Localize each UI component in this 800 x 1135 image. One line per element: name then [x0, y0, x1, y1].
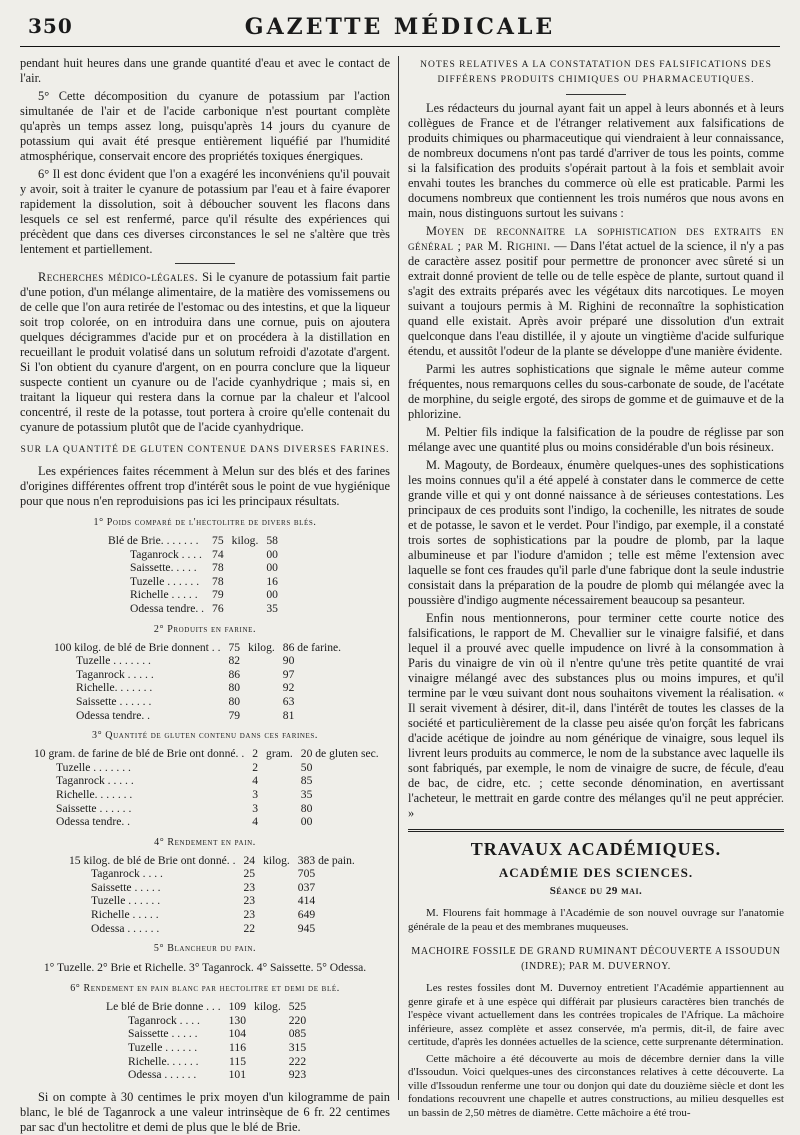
paragraph: Parmi les autres sophistications que signale le même auteur comme fréquentes, nous remarquons celles du sous-carbonate de soude, de l'acétate de morphine, du seigle ergoté, des sirops de gomme et de guimauve et de la phlorizine. — [408, 362, 784, 421]
table-title: 1° Poids comparé de l'hectolitre de divers blés. — [93, 517, 317, 528]
table-cell: 75 — [212, 534, 224, 547]
table-cell: 315 — [288, 1041, 307, 1055]
table-cell: kilog. — [248, 640, 275, 654]
left-column — [20, 56, 390, 1134]
table-cell: 78 — [212, 574, 224, 588]
table-cell: kilog. — [231, 534, 259, 547]
table-row — [30, 747, 383, 761]
table-cell — [250, 1041, 285, 1055]
table-cell — [259, 908, 294, 922]
seance-heading: Séance du 29 mai. — [549, 885, 643, 897]
table-row — [104, 534, 282, 548]
table-cell — [228, 602, 263, 616]
table-cell: 80 — [228, 694, 241, 708]
table-cell: Tuzelle . . . . . . — [130, 574, 200, 588]
paragraph: Les expériences faites récemment à Melun sur des blés et des farines d'origines différentes offrent trop d'intérêt sous le point de vue hygiénique pour que nous n'en reproduisions pas ici les principaux résultats. — [20, 464, 390, 508]
paragraph: pendant huit heures dans une grande quantité d'eau et avec le contact de l'air. — [20, 56, 390, 85]
table-cell: 35 — [300, 787, 313, 801]
table-row — [104, 575, 282, 589]
separator — [566, 94, 626, 95]
table-title: 3° Quantité de gluten contenu dans ces farines. — [91, 730, 319, 742]
table-cell — [244, 695, 279, 709]
table-row — [50, 709, 345, 723]
header-rule — [20, 46, 780, 47]
paragraph-text: — Dans l'état actuel de la science, il n'y a pas de caractère assez positif pour permettre de prononcer avec sûreté si un extrait donné provient de telle ou de telle espèce de plante, surtout quand il s'agit des extraits préparés avec les végétaux dits narcotiques. Le moyen suivant a toujours permis à M. Righini de reconnaître la sophistication quand elle existait. Après avoir préparé une dissolution d'un extrait quelconque dans l'eau distillée, il y ajoute un vingtième d'acide sulfurique étendu, et aussitôt l'odeur de la plante se développe d'une manière évidente. — [408, 239, 784, 358]
paragraph: Les rédacteurs du journal ayant fait un appel à leurs abonnés et à leurs collègues de France et de l'étranger relativement aux falsifications de produits chimiques ou pharmaceutique qui viendraient à leur connaissance, de nombreux documens n'ont pas tardé d'arriver de tous les points, comme si la falsification des produits s'opérait partout à la fois et semblait avoir envahi toutes les branches du commerce où elle est praticable. Parmi les documens nombreux que contiennent les trois numéros que nous avons en main, nous distinguons surtout les suivans : — [408, 101, 784, 220]
table-cell: 78 — [212, 561, 224, 575]
table-cell: Odessa . . . . . . — [91, 921, 160, 935]
table-row — [50, 668, 345, 682]
table-row — [102, 1041, 310, 1055]
table-cell: 79 — [228, 708, 241, 722]
table-cell — [259, 922, 294, 936]
table-cell: Saissette . . . . . — [128, 1027, 198, 1041]
data-table — [65, 854, 359, 936]
paragraph: M. Peltier fils indique la falsification de la poudre de réglisse par son mélange avec une quantité plus ou moins considérable d'un bois résineux. — [408, 425, 784, 454]
table-cell: 86 — [228, 667, 241, 681]
table-row — [50, 654, 345, 668]
table-cell: 16 — [266, 574, 278, 588]
table-cell: 222 — [288, 1054, 307, 1068]
table-cell: Tuzelle . . . . . . . — [76, 654, 151, 668]
table-row — [104, 548, 282, 562]
table-cell: 945 — [297, 921, 316, 935]
table-row — [30, 802, 383, 816]
paragraph: 5° Cette décomposition du cyanure de potassium par l'action simultanée de l'air et de l'acide carbonique n'est pourtant complète qu'après un temps assez long, puisqu'après 14 jours du cyanure de potassium qui avait été presque entièrement liquéfié par l'humidité atmosphérique, conservait encore des propriétés toxiques énergiques. — [20, 89, 390, 163]
right-column — [408, 56, 784, 1119]
table-cell: kilog. — [263, 853, 290, 867]
table-cell: 923 — [288, 1068, 307, 1082]
table-row — [30, 788, 383, 802]
table-row — [65, 894, 359, 908]
section-heading: MACHOIRE FOSSILE DE GRAND RUMINANT DÉCOUVERTE A ISSOUDUN (INDRE); PAR M. DUVERNOY. — [411, 946, 781, 972]
paragraph: Si on compte à 30 centimes le prix moyen d'un kilogramme de pain blanc, le blé de Taganrock a une valeur intrinsèque de 6 fr. 22 centimes par sac d'un hectolitre et demi de plus que le blé de Brie. — [20, 1089, 390, 1134]
table-cell: Saissette . . . . . . — [76, 694, 152, 708]
table-row — [30, 761, 383, 775]
table-cell — [250, 1068, 285, 1082]
table-row — [65, 867, 359, 881]
table-title: 4° Rendement en pain. — [154, 836, 256, 848]
table-cell: 4 — [252, 774, 259, 788]
table-cell: Richelle . . . . . — [130, 588, 198, 602]
table-cell: 15 kilog. de blé de Brie ont donné. . — [69, 853, 236, 867]
table-cell: 76 — [212, 601, 224, 615]
table-cell: 414 — [297, 894, 316, 908]
table-cell: 97 — [282, 667, 295, 681]
table-cell: Taganrock . . . . — [128, 1013, 200, 1027]
table-cell: 75 — [228, 640, 241, 654]
table-cell: 86 de farine. — [282, 640, 342, 654]
table-cell: 79 — [212, 588, 224, 602]
table-cell: 58 — [266, 534, 278, 547]
table-cell: 116 — [229, 1041, 247, 1055]
table-cell: Taganrock . . . . . — [76, 667, 154, 681]
page-header — [0, 0, 800, 48]
table-row — [65, 908, 359, 922]
table-cell: Richelle. . . . . . — [128, 1054, 199, 1068]
ranking-text: 1° Tuzelle. 2° Brie et Richelle. 3° Taganrock. 4° Saissette. 5° Odessa. — [43, 961, 367, 975]
table-row — [50, 641, 345, 655]
paragraph: M. Magouty, de Bordeaux, énumère quelques-unes des sophistications les moins connues qu'il a été appelé à constater dans le commerce de cette grande ville et qui y ont donné naissance à de sérieuses contestations. Les principaux de ces produits sont l'indigo, la cochenille, les nitrates de soude et de potasse, le savon et le verdet. Pour l'indigo, par exemple, il a constaté trois sortes de sophistications par la poudre de plomb, par la laque albumineuse et par l'iodure d'amidon ; telle est même l'extension avec laquelle se font ces fraudes qu'il parle d'une fabrique dont la seule industrie consistait dans la préparation de la poudre de plomb qui mélangée avec la poussière d'indigo augmente nécessairement beaucoup sa pesanteur. — [408, 458, 784, 607]
paragraph: 6° Il est donc évident que l'on a exagéré les inconvéniens qu'il pouvait y avoir, soit à traiter le cyanure de potassium par l'eau et à faire évaporer rapidement la dissolution, soit à déboucher souvent les flacons dans lesquels ce sel est renfermé, parce qu'il résulte des expériences qui précèdent que dans ces diverses circonstances le sel ne s'altère que très lentement et partiellement. — [20, 167, 390, 256]
table-cell: Odessa . . . . . . — [128, 1068, 197, 1082]
table-cell: 00 — [266, 561, 278, 575]
table-cell — [228, 588, 263, 602]
table-cell: Taganrock . . . . . — [56, 774, 134, 788]
table-cell: 383 de pain. — [297, 853, 355, 867]
table-row — [65, 854, 359, 868]
data-table — [50, 641, 345, 723]
table-row — [102, 1014, 310, 1028]
table-cell: 3 — [252, 787, 259, 801]
table-cell: Taganrock . . . . — [130, 547, 202, 561]
table-cell: 037 — [297, 880, 316, 894]
table-cell — [262, 788, 297, 802]
paragraph: Enfin nous mentionnerons, pour terminer cette courte notice des falsifications, le rapport de M. Chevallier sur le vinaigre falsifié, et dans lequel il a prouvé avec quelle impudence on livré à la consommation à Paris du vinaigre de vin où il n'entre qu'une très petite quantité de vrai vinaigre mélangé avec des substances plus ou moins impures, et qu'il termine par le vœu suivant dont nous souhaitons vivement la réalisation. « Il serait vivement à désirer, dit-il, dans l'intérêt de toutes les classes de la société et particulièrement de la classe peu aisée qu'on forçât les fabricans d'acide acétique de joindre au nom générique de vinaigre, sous lequel ils livrent leurs produits au commerce, le nom de la substance avec laquelle ils sont fabriqués, par exemple, le nom de vinaigre de sucre, de fécule, d'eau de bac, de cidre, etc. ; cette seconde dénomination, en avertissant l'acheteur, le mettrait en garde contre des mélanges qu'il ne peut apprécier. » — [408, 611, 784, 820]
table-cell — [250, 1014, 285, 1028]
table-cell: 23 — [243, 908, 256, 922]
table-cell: 85 — [300, 774, 313, 788]
table-cell: Tuzelle . . . . . . — [91, 894, 161, 908]
section-heading: SUR LA QUANTITÉ DE GLUTEN CONTENUE DANS DIVERSES FARINES. — [20, 445, 390, 455]
table-cell: Richelle. . . . . . . — [56, 787, 133, 801]
table-cell: 24 — [243, 853, 256, 867]
journal-title: GAZETTE MÉDICALE — [244, 14, 556, 40]
table-cell — [259, 867, 294, 881]
table-cell — [244, 668, 279, 682]
paragraph: Les restes fossiles dont M. Duvernoy entretient l'Académie appartiennent au genre girafe et à une espèce qui différait par plusieurs caractères bien tranchés de l'espèce vivant actuellement dans les contrées tropicales de l'Afrique. La mâchoire inférieure, assez complète et assez conservée, m'a permis, dit-il, de faire avec certitude, d'après les données actuelles de la science, cette surprenante détermination. — [408, 982, 784, 1048]
table-title: 2° Produits en farine. — [153, 623, 257, 635]
table-cell — [228, 575, 263, 589]
column-divider — [398, 56, 399, 1100]
table-cell: 115 — [229, 1054, 247, 1068]
table-cell: gram. — [266, 747, 293, 761]
table-cell: 101 — [228, 1068, 247, 1082]
table-cell: Blé de Brie. . . . . . . — [108, 534, 199, 547]
table-cell: Tuzelle . . . . . . . — [56, 760, 131, 774]
table-cell — [250, 1027, 285, 1041]
table-cell — [262, 774, 297, 788]
table-cell: Odessa tendre. . — [56, 815, 131, 829]
section-lead: Recherches médico-légales. — [38, 270, 199, 284]
data-table — [104, 534, 282, 616]
table-cell: 23 — [243, 880, 256, 894]
section-heading: NOTES RELATIVES A LA CONSTATATION DES FALSIFICATIONS DES DIFFÉRENS PRODUITS CHIMIQUES OU PHARMACEUTIQUES. — [420, 60, 772, 85]
table-row — [104, 588, 282, 602]
paragraph — [408, 224, 784, 359]
table-row — [102, 1027, 310, 1041]
academie-heading: ACADÉMIE DES SCIENCES. — [498, 865, 694, 880]
table-row — [50, 695, 345, 709]
table-cell — [262, 761, 297, 775]
table-cell: 50 — [300, 760, 313, 774]
table-cell — [262, 802, 297, 816]
table-cell: 80 — [300, 801, 313, 815]
table-row — [102, 1055, 310, 1069]
table-cell: 80 — [228, 681, 241, 695]
table-cell: 20 de gluten sec. — [300, 747, 379, 761]
table-cell — [228, 561, 263, 575]
travaux-heading: TRAVAUX ACADÉMIQUES. — [470, 839, 722, 859]
paragraph: M. Flourens fait hommage à l'Académie de son nouvel ouvrage sur l'anatomie générale de la peau et des membranes muqueuses. — [408, 907, 784, 933]
table-cell — [259, 881, 294, 895]
page-number: 350 — [28, 14, 73, 38]
table-cell: 3 — [252, 801, 259, 815]
table-cell: 2 — [252, 760, 259, 774]
table-cell: 00 — [300, 815, 313, 829]
table-title: 5° Blancheur du pain. — [153, 943, 257, 955]
table-cell: Odessa tendre. . — [76, 708, 151, 722]
table-cell: 109 — [228, 1000, 247, 1014]
table-cell: Le blé de Brie donne . . . — [106, 1000, 221, 1014]
table-cell — [259, 894, 294, 908]
table-cell: 130 — [228, 1013, 247, 1027]
paragraph — [20, 270, 390, 435]
table-cell — [262, 815, 297, 829]
table-row — [102, 1000, 310, 1014]
table-cell — [244, 681, 279, 695]
table-row — [104, 561, 282, 575]
table-cell: 81 — [282, 708, 295, 722]
data-table — [30, 747, 383, 829]
table-cell: 92 — [282, 681, 295, 695]
data-table — [102, 1000, 310, 1082]
table-row — [104, 602, 282, 616]
table-cell: 705 — [297, 867, 316, 881]
table-cell: 649 — [297, 908, 316, 922]
table-row — [50, 681, 345, 695]
table-row — [102, 1068, 310, 1082]
table-cell: 74 — [212, 547, 224, 561]
table-cell — [244, 709, 279, 723]
table-cell: 82 — [228, 654, 241, 668]
paragraph: Cette mâchoire a été découverte au mois de décembre dernier dans la ville d'Issoudun. Voici quelques-unes des circonstances relatives à cette découverte. La ville d'Issoudun renferme une tour ou donjon qui date du douzième siècle et dont les fondations recouvrent une chapelle et autres constructions, au milieu desquelles est un bassin de 2,50 mètres de diamètre. Cette mâchoire a été trou- — [408, 1052, 784, 1119]
table-cell: Saissette . . . . . . — [56, 801, 132, 815]
table-cell: 220 — [288, 1013, 307, 1027]
table-cell: 22 — [243, 921, 256, 935]
separator — [175, 263, 235, 264]
table-cell: Odessa tendre. . — [130, 601, 205, 615]
table-cell: 100 kilog. de blé de Brie donnent . . — [54, 640, 221, 654]
table-cell: 63 — [282, 694, 295, 708]
table-cell: Taganrock . . . . — [91, 867, 163, 881]
table-cell — [244, 654, 279, 668]
section-lead: Moyen de reconnaitre la sophistication des extraits en général ; par M. Righini. — [408, 224, 784, 253]
table-cell: 2 — [252, 747, 259, 761]
table-cell: Richelle. . . . . . . — [76, 681, 153, 695]
table-cell: Saissette. . . . . — [130, 561, 197, 575]
table-cell: 10 gram. de farine de blé de Brie ont donné. . — [34, 747, 245, 761]
table-cell — [228, 548, 263, 562]
table-cell: Saissette . . . . . — [91, 880, 161, 894]
table-cell: 00 — [266, 547, 278, 561]
section-rule — [408, 829, 784, 832]
table-cell: 525 — [288, 1000, 307, 1014]
table-cell: 90 — [282, 654, 295, 668]
table-cell: 085 — [288, 1027, 307, 1041]
table-cell: 104 — [228, 1027, 247, 1041]
table-cell: 35 — [266, 601, 278, 615]
table-cell: 4 — [252, 815, 259, 829]
table-row — [65, 922, 359, 936]
table-cell: 00 — [266, 588, 278, 602]
table-cell: Richelle . . . . . — [91, 908, 159, 922]
table-cell: Tuzelle . . . . . . — [128, 1041, 198, 1055]
table-row — [30, 815, 383, 829]
table-cell: kilog. — [254, 1000, 281, 1014]
table-row — [65, 881, 359, 895]
table-cell: 23 — [243, 894, 256, 908]
table-row — [30, 774, 383, 788]
table-cell: 25 — [243, 867, 256, 881]
table-title: 6° Rendement en pain blanc par hectolitre et demi de blé. — [70, 983, 340, 995]
paragraph-text: Si le cyanure de potassium fait partie d'une potion, d'un mélange alimentaire, de la matière des vomissemens ou de celle que l'on aura retirée de l'estomac ou des intestins, et que la liqueur soit trop colorée, on en introduira dans une cornue, puis on ajoutera quelques décigrammes d'acide pur et on procédera à la distillation en recueillant le produit volatisé dans un solutum refroidi d'azotate d'argent. Si l'on obtient du cyanure d'argent, on en pourra conclure que la liqueur suspecte contient un cyanure ou de l'acide cyanhydrique ; mais si, en traitant la liqueur qui restera dans la cornue par la chaleur et l'alcool concentré, il reste de la potasse, tout portera à croire qu'elle contenait du cyanure de potassium plutôt que de l'acide cyanhydrique. — [20, 270, 390, 434]
table-cell — [250, 1055, 285, 1069]
